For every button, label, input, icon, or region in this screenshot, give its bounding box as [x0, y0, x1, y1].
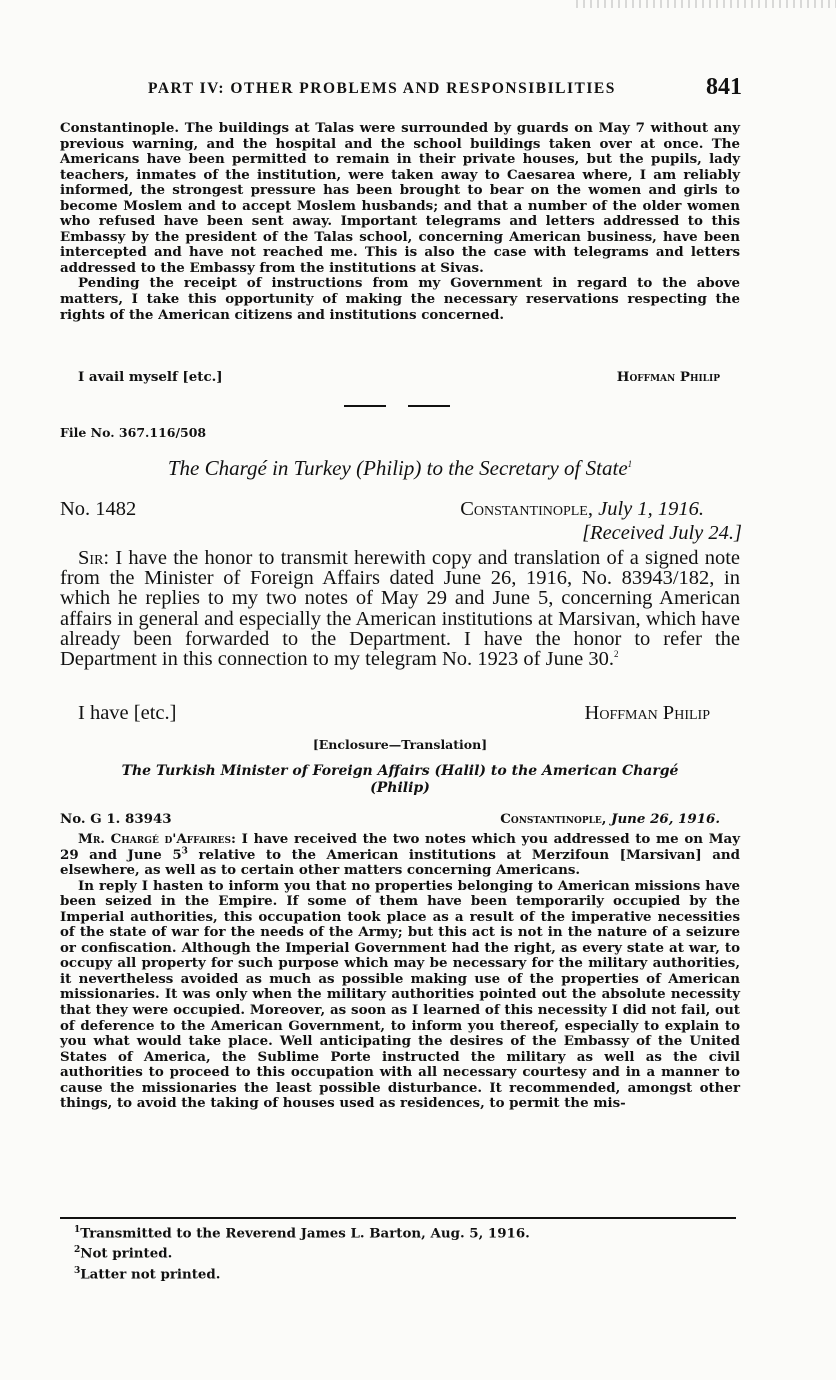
footnote-1: [74, 1222, 674, 1242]
enclosure-paragraph-2: In reply I hasten to inform you that no properties belonging to American missions have been seized in the Empire. If some of them have been temporarily occupied by the Imperial authorities, this occupation took place as a result of the imperative necessities of the state of war for the needs of the Army; but this act is not in the nature of a seizure or confiscation. Although the Imperial Government had the right, as every state at war, to occupy all property for such purpose which may be necessary for the military authorities, it nevertheless avoided as much as possible making use of the properties of American missionaries. It was only when the military authorities pointed out the absolute necessity that they were occupied. Moreover, as soon as I learned of this necessity I did not fail, out of deference to the American Government, to inform you thereof, especially to explain to you what would take place. Well anticipating the desires of the Embassy of the United States of America, the Sublime Porte instructed the military as well as the civil authorities to proceed to this occupation with all necessary courtesy and in a manner to cause the missionaries the least possible disturbance. It recommended, amongst other things, to avoid the taking of houses used as residences, to permit the mis-: [60, 877, 740, 1112]
document-title: [60, 456, 740, 481]
separator-rule-right: [408, 405, 450, 407]
document-received: [60, 523, 740, 543]
document-body: [60, 548, 740, 669]
enclosure-body: [60, 832, 740, 1112]
document-salutation: Sir:: [78, 547, 110, 569]
document-signature: Hoffman Philip: [584, 702, 710, 724]
enclosure-dateline: [500, 812, 720, 828]
enclosure-paragraph-1-footnote-mark: 3: [181, 846, 188, 857]
document-received-text: [Received July 24.]: [582, 522, 742, 544]
document-number: No. 1482: [60, 498, 137, 520]
page-number: 841: [706, 74, 742, 100]
enclosure-paragraph-1b: relative to the American institutions at Merzifoun [Marsivan] and elsewhere, as well as to certain other matters concerning Americans.: [60, 846, 740, 879]
document-title-footnote-mark: 1: [627, 459, 633, 469]
document-place: Constantinople,: [460, 498, 593, 520]
footnote-1-text: Transmitted to the Reverend James L. Barton, Aug. 5, 1916.: [80, 1225, 530, 1242]
running-head: PART IV: OTHER PROBLEMS AND RESPONSIBILITIES: [148, 80, 616, 97]
continuation-closing: I avail myself [etc.]: [78, 369, 223, 385]
footnote-rule: [60, 1217, 736, 1219]
enclosure-title-line-2: (Philip): [370, 780, 430, 796]
document-title-text: The Chargé in Turkey (Philip) to the Secretary of State: [167, 456, 628, 480]
enclosure-paragraph-1a: I have received the two notes which you addressed to me on May 29 and June 5: [60, 831, 740, 863]
document-closing: I have [etc.]: [78, 702, 177, 724]
footnote-2-text: Not printed.: [80, 1245, 173, 1262]
footnote-2: [74, 1242, 674, 1262]
enclosure-number-row: [60, 812, 740, 830]
footnote-3-mark: 3: [74, 1265, 81, 1276]
continuation-signature: Hoffman Philip: [616, 369, 720, 385]
file-number: File No. 367.116/508: [60, 425, 207, 440]
enclosure-title-line-1: The Turkish Minister of Foreign Affairs (Halil) to the American Chargé: [121, 763, 679, 779]
enclosure-label: [Enclosure—Translation]: [312, 737, 488, 752]
document-closing-row: [60, 703, 740, 725]
footnote-3: [74, 1263, 674, 1283]
footnote-3-text: Latter not printed.: [80, 1266, 221, 1283]
scan-noise: [576, 0, 836, 8]
document-body-text: I have the honor to transmit herewith copy and translation of a signed note from the Minister of Foreign Affairs dated June 26, 1916, No. 83943/182, in which he replies to my two notes of May 29 and June 5, concerning American affairs in general and especially the American institutions at Marsivan, which have already been forwarded to the Department. I have the honor to refer the Department in this connection to my telegram No. 1923 of June 30.: [60, 547, 740, 671]
footnotes: [74, 1222, 674, 1283]
continuation-closing-row: [60, 370, 740, 388]
enclosure-title: [60, 763, 740, 797]
continuation-section: [60, 121, 740, 323]
continuation-paragraph-1: Constantinople. The buildings at Talas were surrounded by guards on May 7 without any previous warning, and the hospital and the school buildings taken over at once. The Americans have been permitted to remain in their private houses, but the pupils, lady teachers, inmates of the institution, were taken away to Caesarea where, I am reliably informed, the strongest pressure has been brought to bear on the women and girls to become Moslem and to accept Moslem husbands; and that a number of the older women who refused have been sent away. Important telegrams and letters addressed to this Embassy by the president of the Talas school, concerning American business, have been intercepted and have not reached me. This is also the case with telegrams and letters addressed to the Embassy from the institutions at Sivas.: [60, 120, 740, 276]
continuation-paragraph-2: Pending the receipt of instructions from my Government in regard to the above matters, I take this opportunity of making the necessary reservations respecting the rights of the American citizens and institutions concerned.: [60, 275, 740, 323]
document-number-row: [60, 499, 740, 523]
page-header: [62, 76, 742, 102]
enclosure-date: June 26, 1916.: [611, 811, 720, 827]
enclosure-number: No. G 1. 83943: [60, 811, 172, 827]
footnote-1-mark: 1: [74, 1225, 81, 1235]
document-body-footnote-mark: 2: [613, 649, 619, 660]
document-date: July 1, 1916.: [598, 498, 704, 520]
enclosure-place: Constantinople,: [500, 811, 607, 827]
enclosure-salutation: Mr. Chargé d'Affaires:: [78, 831, 236, 847]
separator-rule-left: [344, 405, 386, 407]
footnote-2-mark: 2: [74, 1245, 81, 1256]
document-dateline: [460, 499, 704, 519]
